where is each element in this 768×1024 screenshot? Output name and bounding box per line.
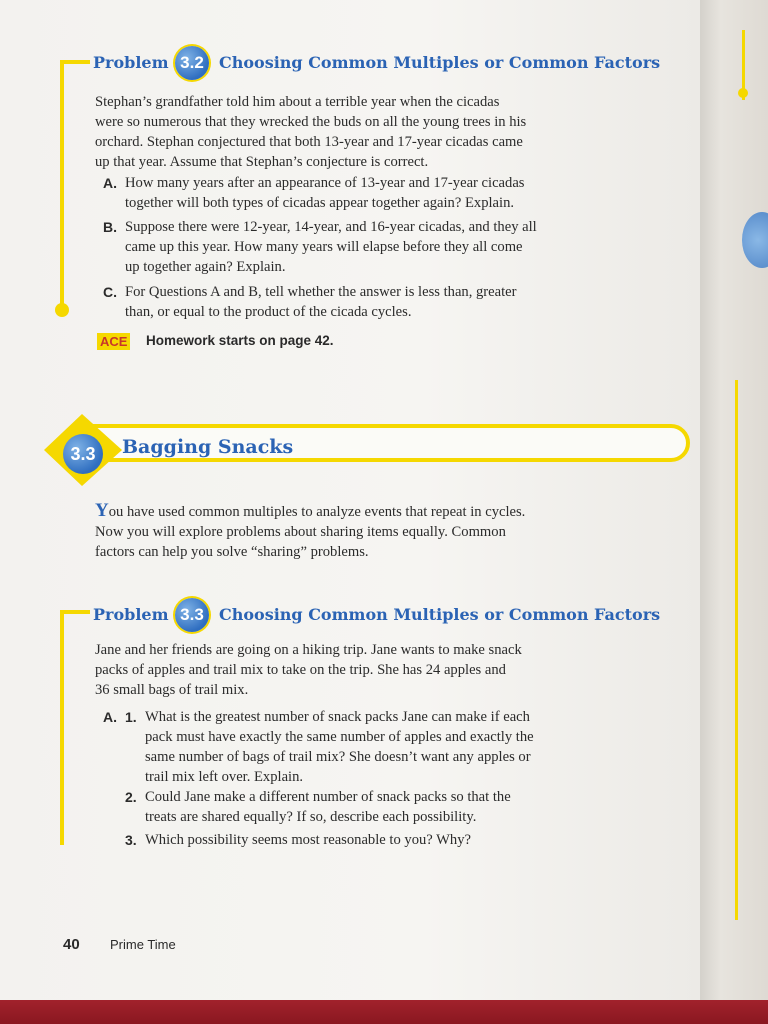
problem32-heading: Choosing Common Multiples or Common Factors [219,53,661,72]
text-line: than, or equal to the product of the cicada cycles. [125,304,412,320]
item-1-label: 1. [125,709,137,725]
text-fragment: ou have used common multiples to analyze events that repeat in cycles. [108,504,526,520]
item-2-label: 2. [125,789,137,805]
text-line: up together again? Explain. [125,259,286,275]
text-line: up that year. Assume that Stephan’s conjecture is correct. [95,154,429,170]
page-number: 40 [63,936,80,953]
item-1-text [145,707,575,787]
part-a-label: A. [103,709,117,725]
text-line: Jane and her friends are going on a hiking trip. Jane wants to make snack [95,642,522,658]
question-c-label: C. [103,284,117,300]
text-line: treats are shared equally? If so, describe each possibility. [145,809,477,825]
problem32-word: Problem [93,53,169,72]
text-line: pack must have exactly the same number of apples and exactly the [145,729,534,745]
section33-intro [95,501,565,562]
item-2-text [145,787,575,827]
book-spine [700,0,768,1000]
item-3-text [145,830,575,850]
drop-initial: Y [95,500,109,521]
next-page-rule [742,30,745,100]
text-line: same number of bags of trail mix? She doesn’t want any apples or [145,749,531,765]
problem32-frame-dot [55,303,69,317]
book-cover-edge [0,1000,768,1024]
text-line: Suppose there were 12-year, 14-year, and 16-year cicadas, and they all [125,219,537,235]
next-page-rule-2 [735,380,738,920]
text-line: packs of apples and trail mix to take on the trip. She has 24 apples and [95,662,506,678]
text-line: Stephan’s grandfather told him about a terrible year when the cicadas [95,94,500,110]
problem32-intro [95,92,565,172]
text-line: Could Jane make a different number of snack packs so that the [145,789,511,805]
text-line: orchard. Stephan conjectured that both 13-year and 17-year cicadas came [95,134,523,150]
problem32-number-badge: 3.2 [175,46,209,80]
text-line: 36 small bags of trail mix. [95,682,249,698]
question-b-text [125,217,575,277]
text-line: factors can help you solve “sharing” problems. [95,544,369,560]
text-line: came up this year. How many years will elapse before they all come [125,239,523,255]
text-line [95,501,565,522]
section33-number-badge: 3.3 [63,434,103,474]
text-line: What is the greatest number of snack packs Jane can make if each [145,709,530,725]
section33-title: Bagging Snacks [122,436,294,458]
question-b-label: B. [103,219,117,235]
book-title: Prime Time [110,937,176,952]
text-line: together will both types of cicadas appear together again? Explain. [125,195,515,211]
problem33-frame-top [60,610,90,614]
problem32-frame-left [60,60,64,310]
problem33-word: Problem [93,605,169,624]
text-line: How many years after an appearance of 13-year and 17-year cicadas [125,175,525,191]
problem32-frame-top [60,60,90,64]
problem33-frame-left [60,610,64,845]
text-line: For Questions A and B, tell whether the answer is less than, greater [125,284,517,300]
question-a-text [125,173,575,213]
text-line: were so numerous that they wrecked the buds on all the young trees in his [95,114,527,130]
text-line: trail mix left over. Explain. [145,769,304,785]
homework-note: Homework starts on page 42. [146,333,334,348]
text-line: Which possibility seems most reasonable to you? Why? [145,832,472,848]
ace-badge: ACE [97,333,130,350]
text-line: Now you will explore problems about sharing items equally. Common [95,524,506,540]
question-a-label: A. [103,175,117,191]
item-3-label: 3. [125,832,137,848]
question-c-text [125,282,575,322]
problem33-intro [95,640,565,700]
problem33-heading: Choosing Common Multiples or Common Factors [219,605,661,624]
problem33-number-badge: 3.3 [175,598,209,632]
